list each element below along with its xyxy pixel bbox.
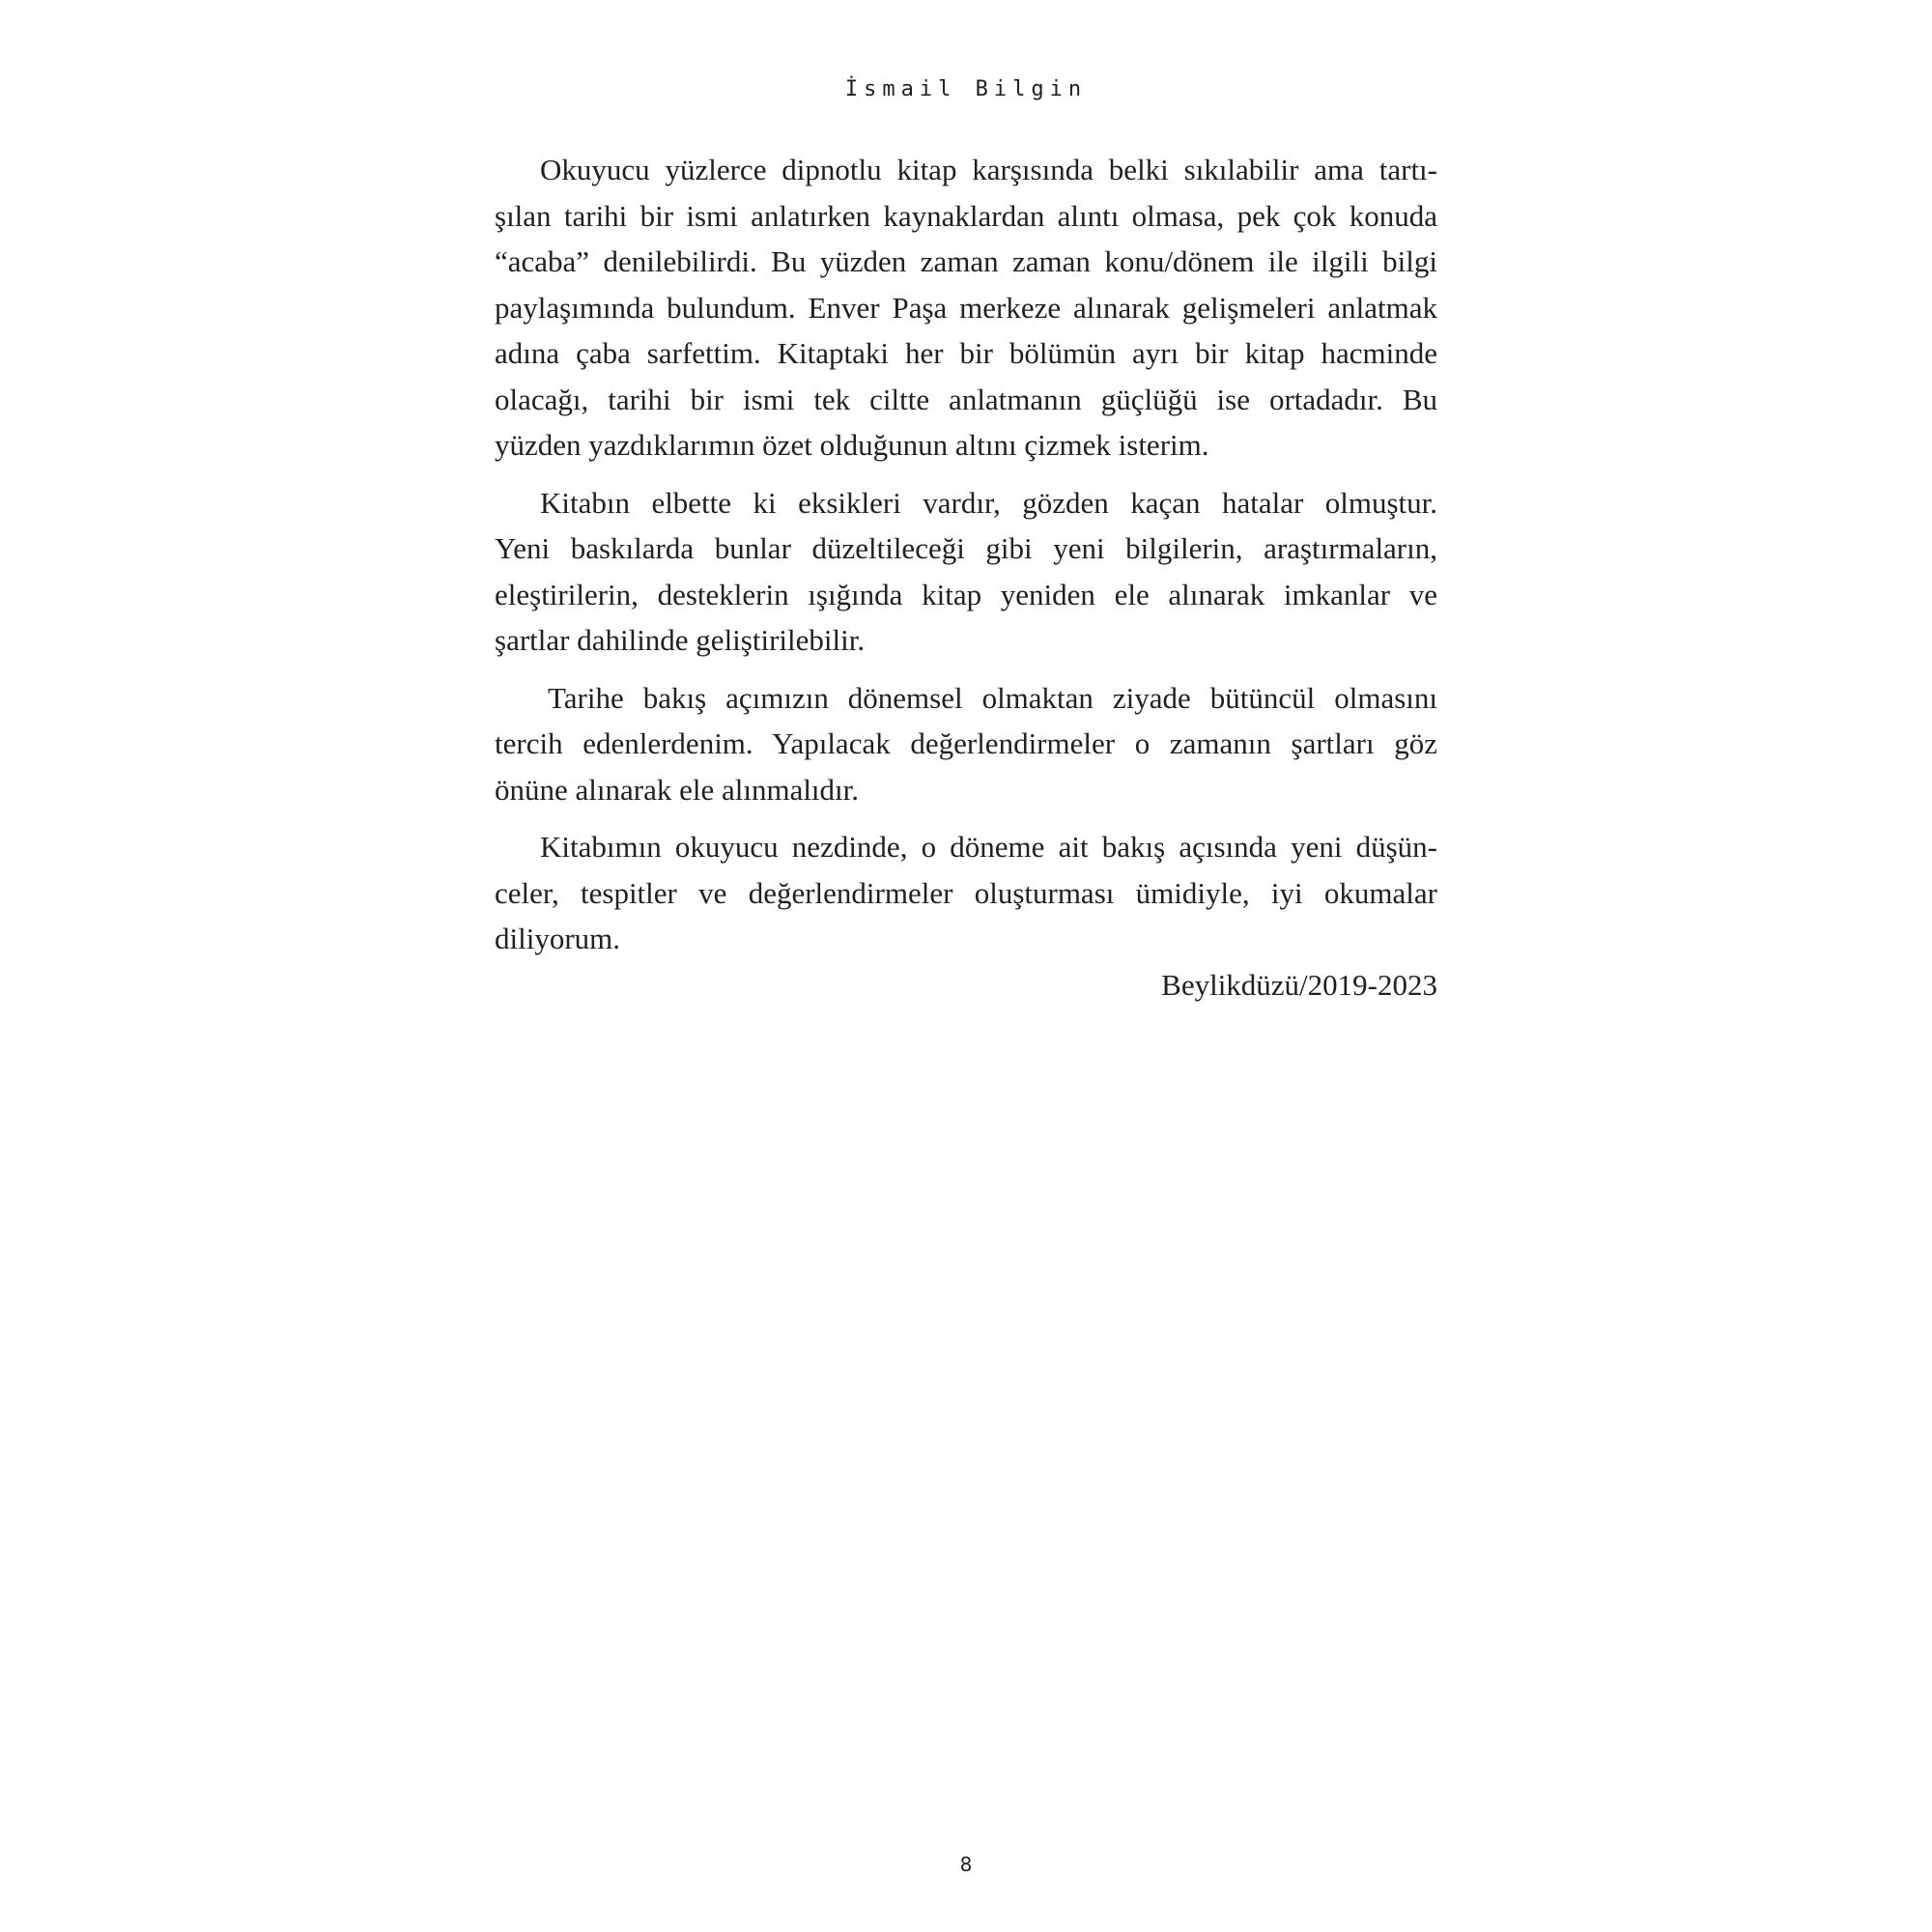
text-line: adına çaba sarfettim. Kitaptaki her bir bölümün ayrı bir kitap hacminde [495, 336, 1437, 370]
text-line: yüzden yazdıklarımın özet olduğunun altını çizmek isterim. [495, 428, 1209, 462]
body-text [495, 147, 1437, 1008]
page-number: 8 [959, 1853, 973, 1876]
running-head: İsmail Bilgin [844, 77, 1088, 101]
text-line: Okuyucu yüzlerce dipnotlu kitap karşısında belki sıkılabilir ama tartı- [540, 153, 1437, 186]
text-line: paylaşımında bulundum. Enver Paşa merkeze alınarak gelişmeleri anlatmak [495, 290, 1437, 325]
text-line: diliyorum. [495, 922, 621, 955]
text-line: “acaba” denilebilirdi. Bu yüzden zaman zaman konu/dönem ile ilgili bilgi [495, 244, 1437, 278]
paragraph-1 [495, 147, 1437, 469]
paragraph-4 [495, 824, 1437, 1008]
paragraph-3 [495, 675, 1437, 813]
text-line: şılan tarihi bir ismi anlatırken kaynaklardan alıntı olmasa, pek çok konuda [495, 198, 1437, 233]
text-line: Kitabımın okuyucu nezdinde, o döneme ait bakış açısında yeni düşün- [540, 830, 1437, 864]
paragraph-2 [495, 480, 1437, 664]
text-line: Yeni baskılarda bunlar düzeltileceği gibi yeni bilgilerin, araştırmaların, [495, 531, 1437, 565]
signature-place-date: Beylikdüzü/2019-2023 [1161, 967, 1437, 1002]
text-line: eleştirilerin, desteklerin ışığında kitap yeniden ele alınarak imkanlar ve [495, 577, 1437, 611]
text-line: olacağı, tarihi bir ismi tek ciltte anlatmanın güçlüğü ise ortadadır. Bu [495, 382, 1437, 416]
text-line: Kitabın elbette ki eksikleri vardır, gözden kaçan hatalar olmuştur. [540, 485, 1437, 520]
text-line: önüne alınarak ele alınmalıdır. [495, 772, 860, 807]
text-line: tercih edenlerdenim. Yapılacak değerlendirmeler o zamanın şartları göz [495, 726, 1437, 760]
text-line: celer, tespitler ve değerlendirmeler oluşturması ümidiyle, iyi okumalar [495, 875, 1437, 910]
text-line: şartlar dahilinde geliştirilebilir. [495, 623, 866, 657]
text-line: Tarihe bakış açımızın dönemsel olmaktan ziyade bütüncül olmasını [548, 680, 1437, 715]
